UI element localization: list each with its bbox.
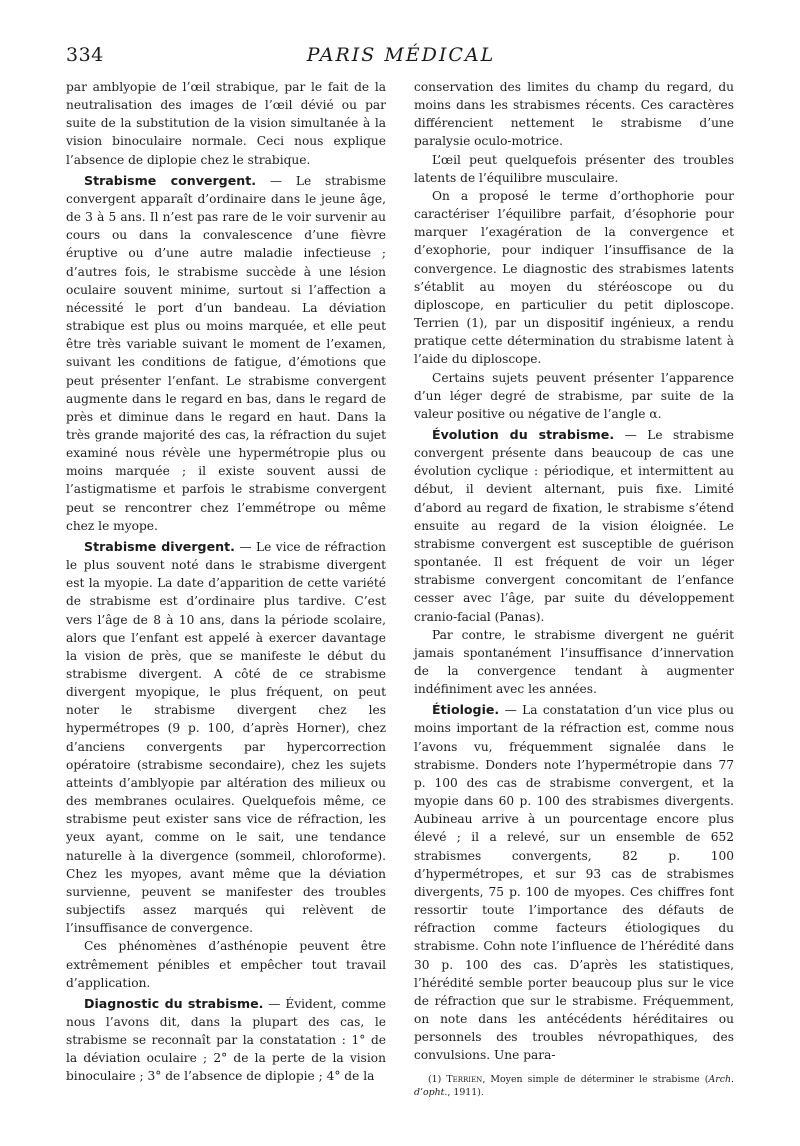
left-column	[66, 78, 386, 1086]
paragraph-text: — Le strabisme convergent présente dans beaucoup de cas une évolution cyclique : périodique, et intermittent au début, il devient alternant, puis fixe. Limité d’abord au regard de fixation, le strabisme s’étend ensuite au regard de la vision éloignée. Le strabisme convergent est susceptible de guérison spontanée. Il est fréquent de voir un léger strabisme convergent concomitant de l’enfance cesser avec l’âge, par suite du développement cranio-facial (Panas).	[414, 427, 734, 624]
paragraph-text: On a proposé le terme d’orthophorie pour caractériser l’équilibre parfait, d’ésophorie pour marquer l’exagération de la convergence et d’exophorie, pour indiquer l’insuffisance de la convergence. Le diagnostic des strabismes latents s’établit au moyen du stéréoscope ou du diploscope, en particulier du petit diploscope. Terrien (1), par un dispositif ingénieux, a rendu pratique cette détermination du strabisme latent à l’aide du diploscope.	[414, 188, 734, 367]
paragraph	[414, 426, 734, 626]
paragraph-text: Certains sujets peuvent présenter l’apparence d’un léger degré de strabisme, par suite de la valeur positive ou négative de l’angle α.	[414, 370, 734, 421]
section-heading: Évolution du strabisme.	[432, 426, 615, 442]
section-heading: Diagnostic du strabisme.	[84, 995, 264, 1011]
paragraph-text: Ces phénomènes d’asthénopie peuvent être extrêmement pénibles et empêcher tout travail d’application.	[66, 939, 386, 990]
paragraph	[66, 78, 386, 169]
section-heading: Strabisme convergent.	[84, 172, 257, 188]
paragraph-text: — Le vice de réfraction le plus souvent noté dans le strabisme divergent est la myopie. La date d’apparition de cette variété de strabisme est d’ordinaire plus tardive. C’est vers l’âge de 8 à 10 ans, dans la période scolaire, alors que l’enfant est appelé à exercer davantage la vision de près, que se manifeste le début du strabisme divergent. A côté de ce strabisme divergent myopique, le plus fréquent, on peut noter le strabisme divergent chez les hypermétropes (9 p. 100, d’après Horner), chez d’anciens convergents par hypercorrection opératoire (strabisme secondaire), chez les sujets atteints d’amblyopie par altération des milieux ou des membranes oculaires. Quelquefois même, ce strabisme peut exister sans vice de réfraction, les yeux ayant, comme on le sait, une tendance naturelle à la divergence (sommeil, chloroforme). Chez les myopes, avant même que la déviation survienne, peuvent se manifester des troubles subjectifs assez marqués qui relèvent de l’insuffisance de convergence.	[66, 539, 386, 936]
paragraph	[414, 187, 734, 369]
paragraph	[414, 151, 734, 187]
page-header	[66, 44, 736, 70]
right-column	[414, 78, 734, 1099]
paragraph	[414, 701, 734, 1064]
paragraph	[66, 172, 386, 535]
footnote-title: , Moyen simple de déterminer le strabisme (	[482, 1074, 709, 1086]
paragraph-text: par amblyopie de l’œil strabique, par le fait de la neutralisation des images de l’œil dévié ou par suite de la substitution de la vision simultanée à la vision binoculaire normale. Ceci nous explique l’absence de diplopie chez le strabique.	[66, 80, 386, 167]
page-number: 334	[66, 44, 104, 66]
paragraph-text: Par contre, le strabisme divergent ne guérit jamais spontanément l’insuffisance d’innervation de la convergence tendant à augmenter indéfiniment avec les années.	[414, 627, 734, 697]
paragraph-text: — Le strabisme convergent apparaît d’ordinaire dans le jeune âge, de 3 à 5 ans. Il n’est pas rare de le voir survenir au cours ou dans la convalescence d’une fièvre éruptive ou d’une autre maladie infectieuse ; d’autres fois, le strabisme succède à une lésion oculaire souvent minime, surtout si l’affection a nécessité le port d’un bandeau. La déviation strabique est plus ou moins marquée, et elle peut être très variable suivant le moment de l’examen, suivant les conditions de fatigue, d’émotions que peut présenter l’enfant. Le strabisme convergent augmente dans le regard en bas, dans le regard de près et diminue dans le regard en haut. Dans la très grande majorité des cas, la réfraction du sujet examiné nous révèle une hypermétropie plus ou moins marquée ; il existe souvent aussi de l’astigmatisme et parfois le strabisme convergent peut se rencontrer chez l’emmétrope ou même chez le myope.	[66, 173, 386, 533]
paragraph	[66, 995, 386, 1086]
footnote-journal: Arch. d’opht.	[414, 1074, 734, 1099]
paragraph	[414, 78, 734, 151]
paragraph	[414, 369, 734, 423]
paragraph-text: — Évident, comme nous l’avons dit, dans la plupart des cas, le strabisme se reconnaît par la constatation : 1° de la déviation oculaire ; 2° de la perte de la vision binoculaire ; 3° de l’absence de diplopie ; 4° de la	[66, 996, 386, 1084]
paragraph-text: conservation des limites du champ du regard, du moins dans les strabismes récents. Ces caractères différencient nettement le strabisme d’une paralysie oculo-motrice.	[414, 80, 734, 149]
footnote-author: Terrien	[446, 1074, 483, 1086]
footnote-year: , 1911).	[447, 1087, 484, 1099]
footnote-number: (1)	[428, 1074, 442, 1086]
section-heading: Strabisme divergent.	[84, 538, 235, 554]
paragraph-text: — La constatation d’un vice plus ou moins important de la réfraction est, comme nous l’avons vu, fréquemment signalée dans le strabisme. Donders note l’hypermétropie dans 77 p. 100 des cas de strabisme convergent, et la myopie dans 60 p. 100 des strabismes divergents. Aubineau arrive à un pourcentage encore plus élevé ; il a relevé, sur un ensemble de 652 strabismes convergents, 82 p. 100 d’hypermétropes, et sur 93 cas de strabismes divergents, 75 p. 100 de myopes. Ces chiffres font ressortir toute l’importance des défauts de réfraction comme facteurs étiologiques du strabisme. Cohn note l’influence de l’hérédité dans 30 p. 100 des cas. D’après les statistiques, l’hérédité semble porter beaucoup plus sur le vice de réfraction que sur le strabisme. Fréquemment, on note dans les antécédents héréditaires ou personnels des troubles névropathiques, des convulsions. Une para-	[414, 703, 734, 1063]
footnote	[414, 1073, 734, 1099]
paragraph	[66, 538, 386, 937]
section-heading: Étiologie.	[432, 702, 500, 718]
paragraph-text: L’œil peut quelquefois présenter des troubles latents de l’équilibre musculaire.	[414, 152, 734, 185]
paragraph	[414, 626, 734, 699]
paragraph	[66, 937, 386, 991]
running-title: PARIS MÉDICAL	[306, 44, 496, 66]
